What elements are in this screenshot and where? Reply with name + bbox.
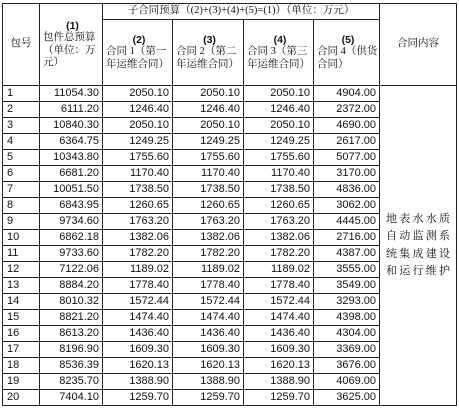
contract-1-cell: 1572.44 [103, 294, 173, 310]
total-budget-cell: 10840.30 [40, 118, 103, 134]
package-number-cell: 4 [3, 134, 40, 150]
contract-4-cell: 4398.00 [314, 310, 380, 326]
contract-1-cell: 1259.70 [103, 390, 173, 406]
contract-3-cell: 2050.10 [244, 86, 314, 102]
contract-2-cell: 1436.40 [173, 326, 244, 342]
total-budget-cell: 7404.10 [40, 390, 103, 406]
contract-2-cell: 2050.10 [173, 118, 244, 134]
header-total-budget-label: 包件总预算（单位：万元） [43, 32, 96, 68]
header-total-budget-no: (1) [66, 20, 79, 33]
total-budget-cell: 6862.18 [40, 230, 103, 246]
contract-4-cell: 2617.00 [314, 134, 380, 150]
header-contract-1 [103, 20, 173, 86]
contract-3-cell: 1572.44 [244, 294, 314, 310]
budget-table-container [2, 3, 457, 406]
contract-4-cell: 4069.00 [314, 374, 380, 390]
contract-3-cell: 1170.40 [244, 166, 314, 182]
contract-4-cell: 2716.00 [314, 230, 380, 246]
contract-2-cell: 1189.02 [173, 262, 244, 278]
contract-1-cell: 1620.13 [103, 358, 173, 374]
contract-1-cell: 1260.65 [103, 198, 173, 214]
header-contract-2-no: (3) [203, 34, 216, 47]
contract-1-cell: 1170.40 [103, 166, 173, 182]
contract-3-cell: 1609.30 [244, 342, 314, 358]
contract-3-cell: 1763.20 [244, 214, 314, 230]
contract-1-cell: 2050.10 [103, 86, 173, 102]
contract-4-cell: 3625.00 [314, 390, 380, 406]
package-number-cell: 6 [3, 166, 40, 182]
total-budget-cell: 8536.39 [40, 358, 103, 374]
total-budget-cell: 10051.50 [40, 182, 103, 198]
total-budget-cell: 6843.95 [40, 198, 103, 214]
contract-2-cell: 1382.06 [173, 230, 244, 246]
total-budget-cell: 8010.32 [40, 294, 103, 310]
package-number-cell: 9 [3, 214, 40, 230]
contract-2-cell: 1572.44 [173, 294, 244, 310]
contract-2-cell: 1738.50 [173, 182, 244, 198]
contract-1-cell: 1436.40 [103, 326, 173, 342]
total-budget-cell: 6111.20 [40, 102, 103, 118]
package-number-cell: 20 [3, 390, 40, 406]
package-number-cell: 18 [3, 358, 40, 374]
package-number-cell: 16 [3, 326, 40, 342]
total-budget-cell: 8235.70 [40, 374, 103, 390]
header-contract-4-label: 合同 4（供货合同） [317, 46, 378, 70]
contract-1-cell: 1189.02 [103, 262, 173, 278]
package-number-cell: 3 [3, 118, 40, 134]
contract-3-cell: 1382.06 [244, 230, 314, 246]
package-number-cell: 17 [3, 342, 40, 358]
contract-4-cell: 3293.00 [314, 294, 380, 310]
contract-1-cell: 1249.25 [103, 134, 173, 150]
contract-2-cell: 1609.30 [173, 342, 244, 358]
contract-3-cell: 1246.40 [244, 102, 314, 118]
header-contract-3-no: (4) [273, 34, 287, 47]
header-contract-4-no: (5) [341, 34, 355, 47]
contract-content-cell: 地表水水质自动监测系统集成建设和运行维护 [380, 86, 457, 406]
header-sub-budget-title: 子合同预算（(2)+(3)+(4)+(5)=(1)）（单位：万元） [103, 4, 380, 20]
contract-1-cell: 1388.90 [103, 374, 173, 390]
package-number-cell: 11 [3, 246, 40, 262]
package-number-cell: 14 [3, 294, 40, 310]
contract-2-cell: 1763.20 [173, 214, 244, 230]
contract-1-cell: 1755.60 [103, 150, 173, 166]
total-budget-cell: 8821.20 [40, 310, 103, 326]
contract-4-cell: 3555.00 [314, 262, 380, 278]
header-contract-4 [314, 20, 380, 86]
contract-1-cell: 1609.30 [103, 342, 173, 358]
contract-2-cell: 1259.70 [173, 390, 244, 406]
package-number-cell: 10 [3, 230, 40, 246]
package-number-cell: 1 [3, 86, 40, 102]
contract-4-cell: 4690.00 [314, 118, 380, 134]
contract-3-cell: 1778.40 [244, 278, 314, 294]
contract-4-cell: 3170.00 [314, 166, 380, 182]
contract-4-cell: 2372.00 [314, 102, 380, 118]
contract-2-cell: 1170.40 [173, 166, 244, 182]
contract-2-cell: 1755.60 [173, 150, 244, 166]
contract-3-cell: 1738.50 [244, 182, 314, 198]
header-contract-2-label: 合同 2（第二年运维合同） [176, 46, 239, 70]
contract-1-cell: 1474.40 [103, 310, 173, 326]
header-total-budget [40, 4, 103, 86]
contract-4-cell: 3549.00 [314, 278, 380, 294]
contract-3-cell: 1474.40 [244, 310, 314, 326]
contract-3-cell: 2050.10 [244, 118, 314, 134]
contract-1-cell: 1738.50 [103, 182, 173, 198]
package-number-cell: 8 [3, 198, 40, 214]
contract-4-cell: 4904.00 [314, 86, 380, 102]
total-budget-cell: 8196.90 [40, 342, 103, 358]
header-contract-1-no: (2) [132, 34, 146, 47]
contract-3-cell: 1259.70 [244, 390, 314, 406]
contract-3-cell: 1189.02 [244, 262, 314, 278]
package-number-cell: 2 [3, 102, 40, 118]
contract-2-cell: 1782.20 [173, 246, 244, 262]
header-contract-content: 合同内容 [380, 4, 457, 86]
contract-3-cell: 1388.90 [244, 374, 314, 390]
contract-1-cell: 1778.40 [103, 278, 173, 294]
contract-1-cell: 1763.20 [103, 214, 173, 230]
total-budget-cell: 9734.60 [40, 214, 103, 230]
header-contract-3-label: 合同 3（第三年运维合同） [247, 46, 310, 70]
contract-4-cell: 3369.00 [314, 342, 380, 358]
contract-4-cell: 4387.00 [314, 246, 380, 262]
contract-2-cell: 1249.25 [173, 134, 244, 150]
contract-3-cell: 1249.25 [244, 134, 314, 150]
contract-2-cell: 1388.90 [173, 374, 244, 390]
budget-table [2, 3, 457, 406]
header-contract-1-label: 合同 1（第一年运维合同） [106, 46, 169, 70]
contract-3-cell: 1755.60 [244, 150, 314, 166]
contract-3-cell: 1782.20 [244, 246, 314, 262]
total-budget-cell: 6681.20 [40, 166, 103, 182]
package-number-cell: 5 [3, 150, 40, 166]
contract-2-cell: 1778.40 [173, 278, 244, 294]
contract-2-cell: 1474.40 [173, 310, 244, 326]
package-number-cell: 19 [3, 374, 40, 390]
package-number-cell: 7 [3, 182, 40, 198]
contract-4-cell: 4445.00 [314, 214, 380, 230]
contract-2-cell: 1620.13 [173, 358, 244, 374]
contract-2-cell: 1246.40 [173, 102, 244, 118]
contract-3-cell: 1436.40 [244, 326, 314, 342]
header-package-number: 包号 [3, 4, 40, 86]
total-budget-cell: 8884.20 [40, 278, 103, 294]
table-body [3, 86, 457, 406]
package-number-cell: 15 [3, 310, 40, 326]
total-budget-cell: 6364.75 [40, 134, 103, 150]
contract-3-cell: 1260.65 [244, 198, 314, 214]
contract-1-cell: 2050.10 [103, 118, 173, 134]
total-budget-cell: 11054.30 [40, 86, 103, 102]
table-row [3, 86, 457, 102]
package-number-cell: 12 [3, 262, 40, 278]
contract-4-cell: 3676.00 [314, 358, 380, 374]
header-contract-2 [173, 20, 244, 86]
header-contract-3 [244, 20, 314, 86]
contract-4-cell: 3062.00 [314, 198, 380, 214]
contract-1-cell: 1782.20 [103, 246, 173, 262]
contract-1-cell: 1382.06 [103, 230, 173, 246]
contract-2-cell: 2050.10 [173, 86, 244, 102]
total-budget-cell: 7122.06 [40, 262, 103, 278]
contract-2-cell: 1260.65 [173, 198, 244, 214]
total-budget-cell: 8613.20 [40, 326, 103, 342]
contract-4-cell: 4304.00 [314, 326, 380, 342]
contract-4-cell: 5077.00 [314, 150, 380, 166]
contract-4-cell: 4836.00 [314, 182, 380, 198]
contract-1-cell: 1246.40 [103, 102, 173, 118]
total-budget-cell: 10343.80 [40, 150, 103, 166]
total-budget-cell: 9733.60 [40, 246, 103, 262]
contract-3-cell: 1620.13 [244, 358, 314, 374]
package-number-cell: 13 [3, 278, 40, 294]
